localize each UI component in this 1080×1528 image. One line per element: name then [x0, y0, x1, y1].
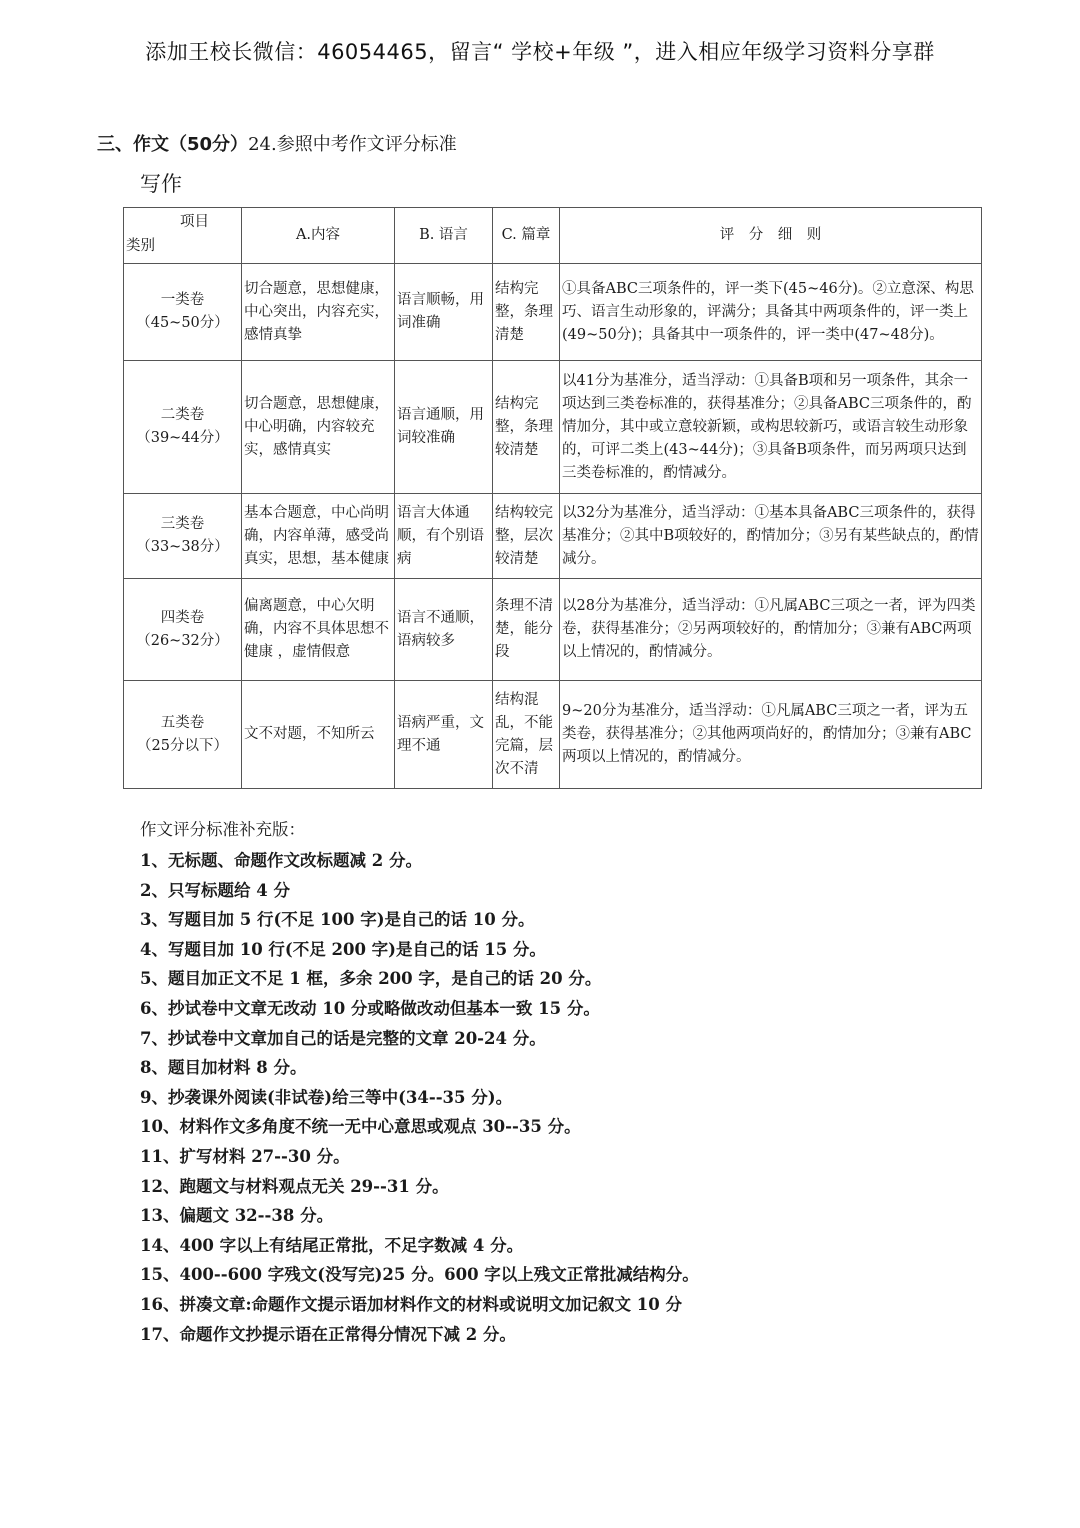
content-cell: 切合题意，思想健康，中心明确，内容较充实，感情真实: [242, 361, 395, 494]
list-item: 11、扩写材料 27--30 分。: [140, 1146, 350, 1166]
list-item: 7、抄试卷中文章加自己的话是完整的文章 20-24 分。: [140, 1028, 546, 1048]
rules-cell: 以32分为基准分，适当浮动：①基本具备ABC三项条件的，获得基准分；②其中B项较好的，酌情加分；③另有某些缺点的，酌情减分。: [560, 494, 982, 579]
table-header-row: [124, 208, 982, 264]
structure-cell: 条理不清楚，能分段: [493, 579, 560, 681]
rules-cell: 以28分为基准分，适当浮动：①凡属ABC三项之一者，评为四类卷，获得基准分；②另两项较好的，酌情加分；③兼有ABC两项以上情况的，酌情减分。: [560, 579, 982, 681]
category-cell: [124, 579, 242, 681]
list-item: 6、抄试卷中文章无改动 10 分或略做改动但基本一致 15 分。: [140, 998, 600, 1018]
rules-cell: 以41分为基准分，适当浮动：①具备B项和另一项条件，其余一项达到三类卷标准的，获得基准分；②具备ABC三项条件的，酌情加分，其中或立意较新颖，或构思较新巧，或语言较生动形象的，可评二类上(43~44分)；③具备B项条件，而另两项只达到三类卷标准的，酌情减分。: [560, 361, 982, 494]
list-item: 12、跑题文与材料观点无关 29--31 分。: [140, 1176, 449, 1196]
corner-bottom-label: 类别: [126, 238, 155, 254]
col-header-rules: 评 分 细 则: [560, 208, 982, 264]
list-item: 8、题目加材料 8 分。: [140, 1058, 307, 1078]
structure-cell: 结构较完整，层次较清楚: [493, 494, 560, 579]
rules-cell: ①具备ABC三项条件的，评一类下(45~46分)。②立意深、构思巧、语言生动形象的，评满分；具备其中两项条件的，评一类上(49~50分)；具备其中一项条件的，评一类中(47~48分)。: [560, 264, 982, 361]
category-name: 二类卷: [160, 407, 205, 423]
rubric-table: [123, 207, 982, 789]
section-number: 三、作文（50分）: [97, 134, 249, 155]
category-name: 五类卷: [160, 714, 205, 731]
category-range: （26~32分）: [136, 632, 229, 649]
supplement-title: 作文评分标准补充版：: [140, 820, 305, 839]
category-name: 一类卷: [160, 292, 205, 308]
language-cell: 语言通顺，用词较准确: [395, 361, 493, 494]
category-name: 三类卷: [160, 516, 205, 532]
table-row: [124, 264, 982, 361]
table-row: [124, 579, 982, 681]
category-range: （39~44分）: [136, 430, 229, 446]
col-header-structure: C. 篇章: [493, 208, 560, 264]
category-range: （33~38分）: [136, 539, 229, 555]
structure-cell: 结构混乱，不能完篇，层次不清: [493, 681, 560, 789]
table-row: [124, 494, 982, 579]
category-range: （25分以下）: [137, 737, 228, 754]
list-item: 4、写题目加 10 行(不足 200 字)是自己的话 15 分。: [140, 939, 546, 959]
content-cell: 切合题意，思想健康，中心突出，内容充实，感情真挚: [242, 264, 395, 361]
category-cell: [124, 361, 242, 494]
section-desc: 24.参照中考作文评分标准: [248, 134, 457, 155]
language-cell: 语言不通顺，语病较多: [395, 579, 493, 681]
structure-cell: 结构完整，条理较清楚: [493, 361, 560, 494]
content-cell: 基本合题意，中心尚明确，内容单薄，感受尚真实，思想，基本健康: [242, 494, 395, 579]
list-item: 14、400 字以上有结尾正常批，不足字数减 4 分。: [140, 1235, 524, 1255]
language-cell: 语病严重，文理不通: [395, 681, 493, 789]
corner-cell: [124, 208, 242, 264]
list-item: 15、400--600 字残文(没写完)25 分。600 字以上残文正常批减结构分。: [140, 1265, 699, 1285]
list-item: 17、命题作文抄提示语在正常得分情况下减 2 分。: [140, 1324, 516, 1344]
language-cell: 语言大体通顺，有个别语病: [395, 494, 493, 579]
list-item: 13、偏题文 32--38 分。: [140, 1206, 334, 1226]
col-header-language: B. 语言: [395, 208, 493, 264]
content-cell: 偏离题意，中心欠明确，内容不具体思想不健康 ，虚情假意: [242, 579, 395, 681]
table-row: [124, 681, 982, 789]
category-cell: [124, 681, 242, 789]
category-cell: [124, 264, 242, 361]
list-item: 1、无标题、命题作文改标题减 2 分。: [140, 851, 422, 870]
list-item: 10、材料作文多角度不统一无中心意思或观点 30--35 分。: [140, 1117, 581, 1137]
table-row: [124, 361, 982, 494]
section-title: [97, 130, 457, 156]
category-range: （45~50分）: [136, 315, 229, 331]
page-header: 添加王校长微信：46054465，留言“ 学校+年级 ”，进入相应年级学习资料分享群: [145, 40, 935, 64]
list-item: 9、抄袭课外阅读(非试卷)给三等中(34--35 分)。: [140, 1087, 513, 1107]
supplement-section: [140, 816, 699, 1349]
content-cell: 文不对题，不知所云: [242, 681, 395, 789]
subtitle: 写作: [140, 172, 182, 196]
list-item: 2、只写标题给 4 分: [140, 880, 290, 900]
structure-cell: 结构完整，条理清楚: [493, 264, 560, 361]
col-header-content: A.内容: [242, 208, 395, 264]
corner-top-label: 项目: [180, 214, 209, 230]
category-name: 四类卷: [160, 609, 205, 626]
list-item: 3、写题目加 5 行(不足 100 字)是自己的话 10 分。: [140, 910, 535, 930]
category-cell: [124, 494, 242, 579]
language-cell: 语言顺畅，用词准确: [395, 264, 493, 361]
rules-cell: 9~20分为基准分，适当浮动：①凡属ABC三项之一者，评为五类卷，获得基准分；②其他两项尚好的，酌情加分；③兼有ABC两项以上情况的，酌情减分。: [560, 681, 982, 789]
list-item: 16、拼凑文章:命题作文提示语加材料作文的材料或说明文加记叙文 10 分: [140, 1294, 683, 1314]
list-item: 5、题目加正文不足 1 框，多余 200 字，是自己的话 20 分。: [140, 969, 602, 989]
